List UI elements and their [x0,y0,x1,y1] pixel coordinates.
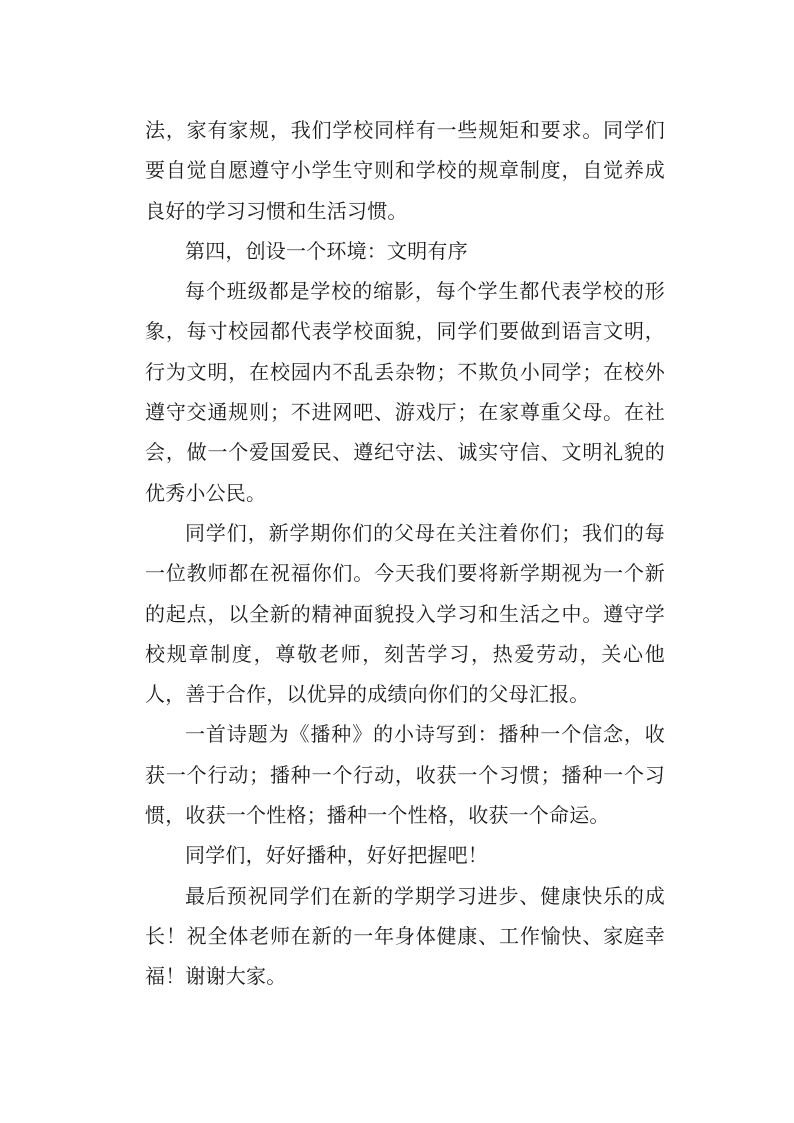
paragraph-heading-fourth: 第四，创设一个环境：文明有序 [185,238,468,263]
paragraph-closing-wishes: 最后预祝同学们在新的学期学习进步、健康快乐的成长！祝全体老师在新的一年身体健康、工作愉快、家庭幸福！谢谢大家。 [145,883,665,989]
paragraph-civility: 每个班级都是学校的缩影，每个学生都代表学校的形象，每寸校园都代表学校面貌，同学们要做到语言文明，行为文明，在校园内不乱丢杂物；不欺负小同学；在校外遵守交通规则；不进网吧、游戏厅；在家尊重父母。在社会，做一个爱国爱民、遵纪守法、诚实守信、文明礼貌的优秀小公民。 [145,279,665,505]
document-body [145,110,665,997]
paragraph-rules-continued: 法，家有家规，我们学校同样有一些规矩和要求。同学们要自觉自愿遵守小学生守则和学校的规章制度，自觉养成良好的学习习惯和生活习惯。 [145,118,665,223]
paragraph-poem: 一首诗题为《播种》的小诗写到：播种一个信念，收获一个行动；播种一个行动，收获一个习惯；播种一个习惯，收获一个性格；播种一个性格，收获一个命运。 [145,722,665,828]
paragraph-encouragement: 同学们，好好播种，好好把握吧！ [185,843,488,868]
paragraph-new-semester: 同学们，新学期你们的父母在关注着你们；我们的每一位教师都在祝福你们。今天我们要将新学期视为一个新的起点，以全新的精神面貌投入学习和生活之中。遵守学校规章制度，尊敬老师，刻苦学习，热爱劳动，关心他人，善于合作，以优异的成绩向你们的父母汇报。 [145,520,665,707]
